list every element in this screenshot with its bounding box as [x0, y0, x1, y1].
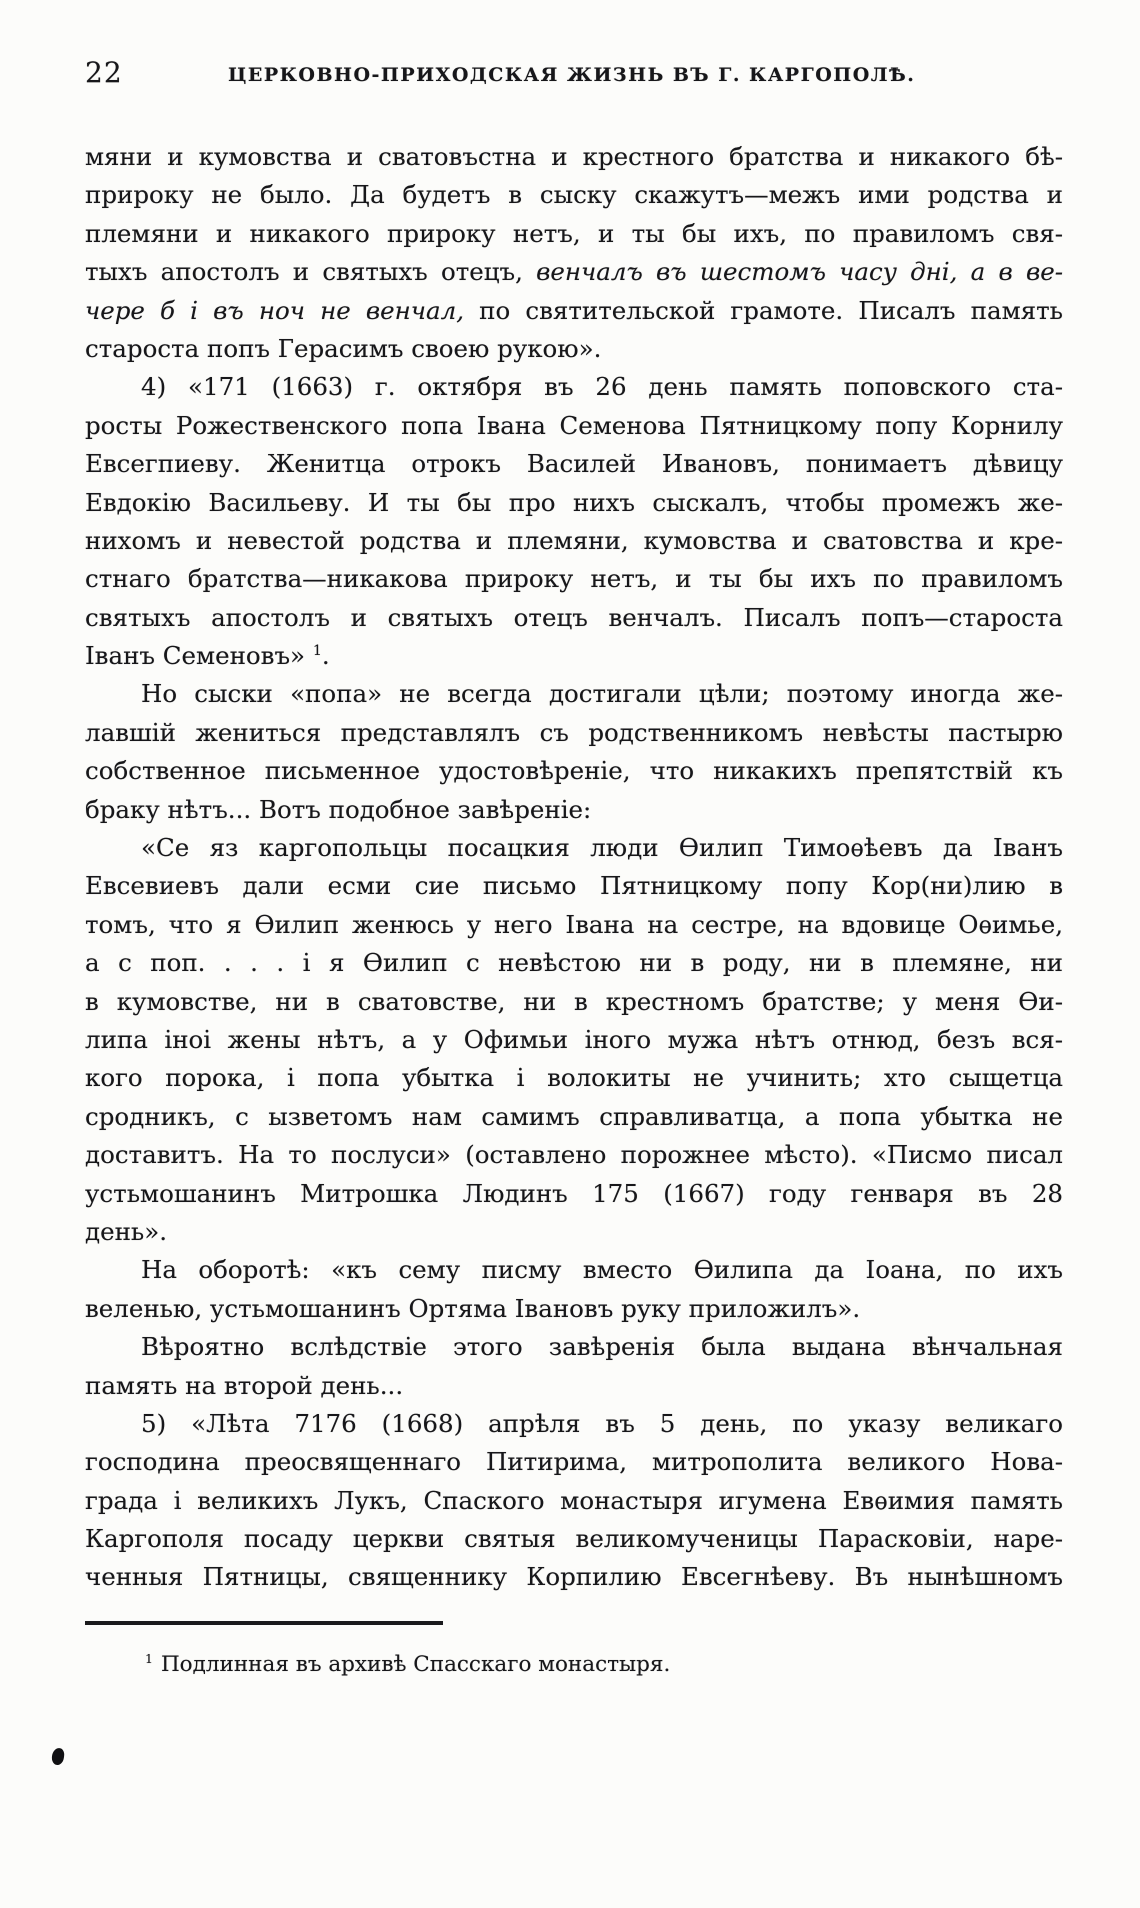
text-segment: липа іноі жены нѣтъ, а у Офимьи іного мужа нѣтъ отнюд, безъ вся- [85, 1024, 1063, 1054]
text-segment: Іванъ Семеновъ» [85, 641, 313, 671]
page-number: 22 [85, 56, 123, 89]
text-segment: стнаго братства—никакова прироку нетъ, и ты бы ихъ по правиломъ [85, 564, 1063, 594]
text-line [85, 1251, 1063, 1289]
italic-text: чере б і въ ноч не венчал, [85, 295, 465, 325]
text-segment: 5) «Лѣта 7176 (1668) апрѣля въ 5 день, по указу великаго [141, 1408, 1063, 1438]
text-segment: устьмошанинъ Митрошка Людинъ 175 (1667) году генваря въ 28 [85, 1178, 1063, 1208]
text-line [85, 944, 1063, 982]
text-segment: в кумовстве, ни в сватовстве, ни в крестномъ братстве; у меня Ѳи- [85, 986, 1063, 1016]
ink-blot-mark [51, 1747, 65, 1766]
text-line [85, 1405, 1063, 1443]
text-line [85, 1290, 1063, 1328]
footnote-ref: 1 [312, 642, 322, 659]
text-line [85, 791, 1063, 829]
text-segment: браку нѣтъ... Вотъ подобное завѣреніе: [85, 794, 592, 824]
text-line [85, 1482, 1063, 1520]
text-segment: Евсегпиеву. Женитца отрокъ Василей Ивановъ, понимаетъ дѣвицу [85, 449, 1063, 479]
text-line [85, 752, 1063, 790]
text-line [85, 1367, 1063, 1405]
text-line [85, 330, 1063, 368]
text-segment: память на второй день... [85, 1370, 404, 1400]
text-segment: Но сыски «попа» не всегда достигали цѣли; поэтому иногда же- [141, 679, 1063, 709]
text-line [85, 1328, 1063, 1366]
text-segment: «Се яз каргопольцы посацкия люди Ѳилип Тимоѳѣевъ да Іванъ [141, 833, 1063, 863]
text-segment: ченныя Пятницы, священнику Корпилию Евсегнѣеву. Въ нынѣшномъ [85, 1562, 1063, 1592]
text-line [85, 599, 1063, 637]
text-segment: а с поп. . . . і я Ѳилип с невѣстою ни в роду, ни в племяне, ни [85, 948, 1063, 978]
text-segment: святыхъ апостолъ и святыхъ отецъ венчалъ. Писалъ попъ—староста [85, 602, 1063, 632]
text-segment: тыхъ апостолъ и святыхъ отецъ, [85, 257, 537, 287]
text-line [85, 1558, 1063, 1596]
text-line [85, 215, 1063, 253]
text-line [85, 714, 1063, 752]
text-line [85, 560, 1063, 598]
text-segment: Евсевиевъ дали есми сие письмо Пятницкому попу Кор(ни)лию в [85, 871, 1063, 901]
text-line [85, 176, 1063, 214]
footnote-text: Подлинная въ архивѣ Спасскаго монастыря. [160, 1652, 671, 1677]
footnote [85, 1650, 1005, 1680]
footnote-marker: 1 [145, 1650, 153, 1666]
text-line [85, 906, 1063, 944]
text-segment: . [321, 641, 330, 671]
text-line [85, 445, 1063, 483]
text-line [85, 637, 1063, 675]
text-segment: нихомъ и невестой родства и племяни, кумовства и сватовства и кре- [85, 525, 1063, 555]
italic-text: венчалъ въ шестомъ часу дні, а в ве- [536, 257, 1063, 287]
text-segment: Каргополя посаду церкви святыя великомученицы Парасковіи, наре- [85, 1524, 1063, 1554]
running-title: ЦЕРКОВНО-ПРИХОДСКАЯ ЖИЗНЬ ВЪ Г. КАРГОПОЛѢ. [228, 64, 916, 86]
text-line [85, 1136, 1063, 1174]
text-line [85, 1098, 1063, 1136]
text-segment: мяни и кумовства и сватовъстна и крестного братства и никакого бѣ- [85, 142, 1063, 171]
text-segment: сродникъ, с ызветомъ нам самимъ справливатца, а попа убытка не [85, 1101, 1063, 1131]
text-segment: господина преосвященнаго Питирима, митрополита великого Нова- [85, 1447, 1063, 1477]
text-segment: На оборотѣ: «къ сему писму вместо Ѳилипа да Іоана, по ихъ [141, 1255, 1063, 1285]
text-line [85, 368, 1063, 406]
text-line [85, 867, 1063, 905]
text-line [85, 1213, 1063, 1251]
page-header [0, 56, 1140, 100]
text-segment: староста попъ Герасимъ своею рукою». [85, 333, 602, 363]
text-segment: день». [85, 1216, 168, 1246]
text-segment: прироку не было. Да будетъ в сыску скажутъ—межъ ими родства и [85, 180, 1063, 210]
text-line [85, 675, 1063, 713]
text-line [85, 522, 1063, 560]
text-segment: Евдокію Васильеву. И ты бы про нихъ сыскалъ, чтобы промежъ же- [85, 487, 1063, 517]
text-segment: кого порока, і попа убытка і волокиты не учинить; хто сыщетца [85, 1063, 1063, 1093]
text-segment: доставитъ. На то послуси» (оставлено порожнее мѣсто). «Писмо писал [85, 1140, 1063, 1170]
text-line [85, 484, 1063, 522]
text-segment: града і великихъ Лукъ, Спаского монастыря игумена Евѳимия память [85, 1485, 1063, 1515]
text-line [85, 983, 1063, 1021]
text-line [85, 829, 1063, 867]
text-segment: веленью, устьмошанинъ Ортяма Івановъ руку приложилъ». [85, 1293, 861, 1323]
text-line [85, 1443, 1063, 1481]
text-line [85, 407, 1063, 445]
text-segment: 4) «171 (1663) г. октября въ 26 день память поповского ста- [141, 372, 1063, 402]
text-line [85, 1021, 1063, 1059]
text-segment: собственное письменное удостовѣреніе, что никакихъ препятствій къ [85, 756, 1063, 786]
text-segment: росты Рожественского попа Івана Семенова Пятницкому попу Корнилу [85, 410, 1063, 440]
text-segment: томъ, что я Ѳилип женюсь у него Івана на сестре, на вдовице Оѳимье, [85, 909, 1063, 939]
text-segment: лавшій жениться представлялъ съ родственникомъ невѣсты пастырю [85, 717, 1063, 747]
text-line [85, 1520, 1063, 1558]
text-line [85, 253, 1063, 291]
text-segment: Вѣроятно вслѣдствіе этого завѣренія была выдана вѣнчальная [141, 1332, 1063, 1362]
text-line [85, 1059, 1063, 1097]
text-line [85, 138, 1063, 176]
text-segment: по святительской грамоте. Писалъ память [464, 295, 1063, 325]
text-segment: племяни и никакого прироку нетъ, и ты бы ихъ, по правиломъ свя- [85, 218, 1063, 248]
text-line [85, 292, 1063, 330]
footnote-separator [85, 1621, 443, 1625]
text-line [85, 1175, 1063, 1213]
body-text [85, 138, 1063, 1597]
